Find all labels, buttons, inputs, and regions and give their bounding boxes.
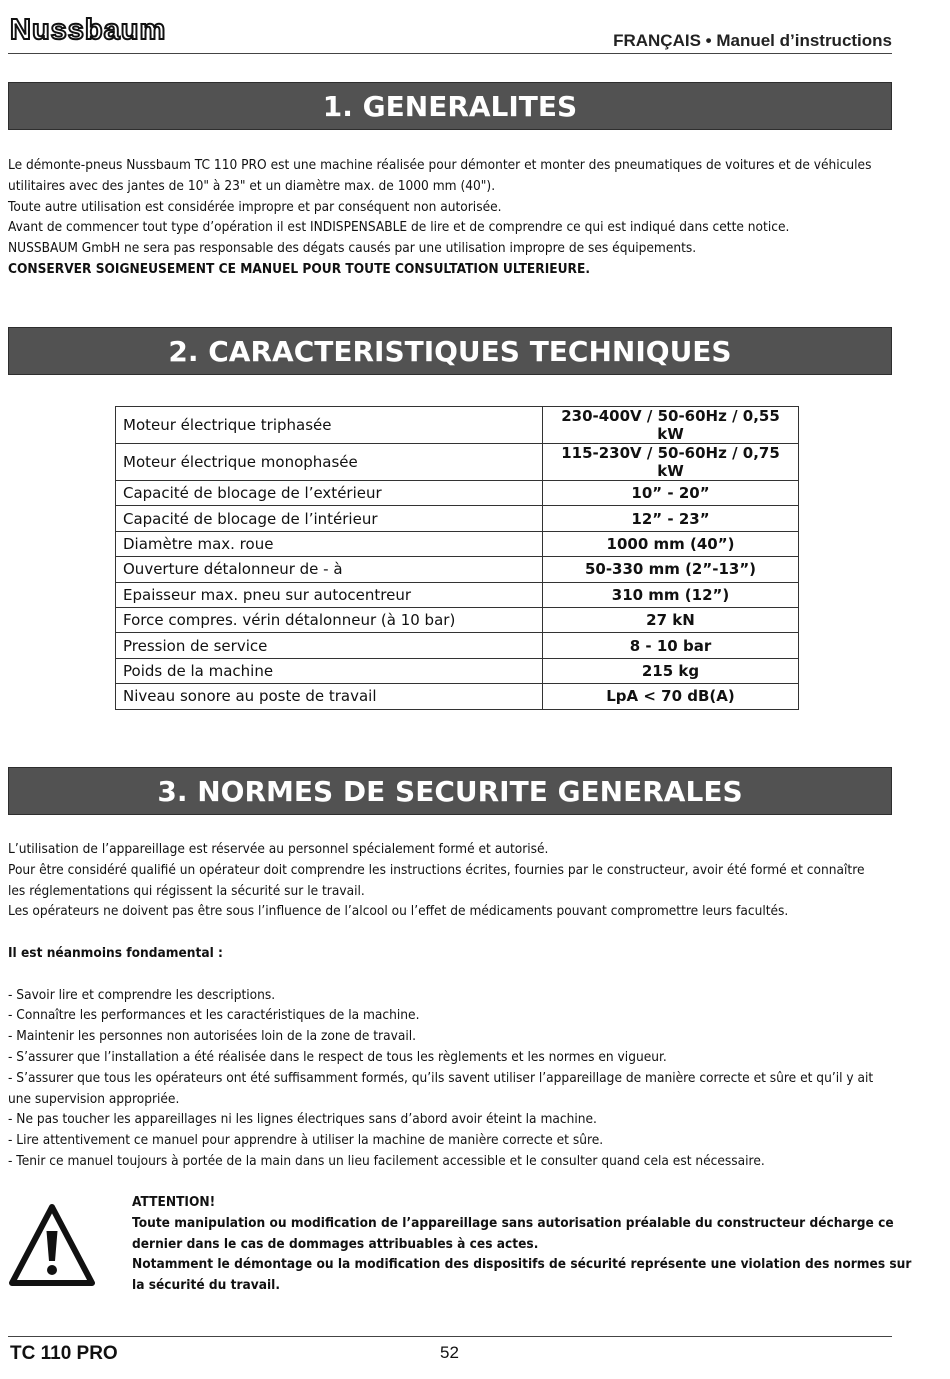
list-item: - Connaître les performances et les caractéristiques de la machine. xyxy=(8,1007,420,1024)
spec-value: LpA < 70 dB(A) xyxy=(543,684,799,709)
spec-value: 10” - 20” xyxy=(543,481,799,506)
header-divider xyxy=(8,53,892,54)
warning-line: la sécurité du travail. xyxy=(132,1277,281,1294)
spec-label: Moteur électrique monophasée xyxy=(116,444,543,481)
paragraph-line: Les opérateurs ne doivent pas être sous l’influence de l’alcool ou l’effet de médicaments pouvant compromettre leurs facultés. xyxy=(8,903,789,920)
spec-value: 215 kg xyxy=(543,658,799,683)
normes-text xyxy=(8,839,874,1172)
table-row xyxy=(116,582,799,607)
spec-label: Force compres. vérin détalonneur (à 10 bar) xyxy=(116,607,543,632)
warning-line: dernier dans le cas de dommages attribuables à ces actes. xyxy=(132,1235,539,1252)
generalites-text xyxy=(8,155,872,280)
spec-label: Ouverture détalonneur de - à xyxy=(116,557,543,582)
paragraph-line: L’utilisation de l’appareillage est réservée au personnel spécialement formé et autorisé. xyxy=(8,841,549,857)
spec-label: Poids de la machine xyxy=(116,658,543,683)
list-item: - Ne pas toucher les appareillages ni les lignes électriques sans d’abord avoir éteint la machine. xyxy=(8,1111,597,1128)
list-item: - Tenir ce manuel toujours à portée de la main dans un lieu facilement accessible et le consulter quand cela est nécessaire. xyxy=(8,1152,765,1169)
section-title-normes: 3. NORMES DE SECURITE GENERALES xyxy=(8,767,892,815)
spec-label: Pression de service xyxy=(116,633,543,658)
table-row xyxy=(116,607,799,632)
footer-model: TC 110 PRO xyxy=(10,1343,118,1364)
spec-value: 1000 mm (40”) xyxy=(543,531,799,556)
nussbaum-logo: Nussbaum xyxy=(10,14,167,46)
paragraph-line: Pour être considéré qualifié un opérateur doit comprendre les instructions écrites, fournies par le constructeur, avoir été formé et connaître xyxy=(8,861,865,878)
spec-value: 230-400V / 50-60Hz / 0,55 kW xyxy=(543,407,799,444)
list-item: - Savoir lire et comprendre les descriptions. xyxy=(8,986,276,1003)
table-row xyxy=(116,658,799,683)
table-row xyxy=(116,407,799,444)
spec-value: 12” - 23” xyxy=(543,506,799,531)
spec-label: Diamètre max. roue xyxy=(116,531,543,556)
page-number: 52 xyxy=(440,1343,459,1362)
warning-line: Notamment le démontage ou la modification des dispositifs de sécurité représente une violation des normes sur xyxy=(132,1256,912,1273)
table-row xyxy=(116,444,799,481)
warning-line: Toute manipulation ou modification de l’appareillage sans autorisation préalable du constructeur décharge ce xyxy=(132,1214,894,1231)
spec-label: Capacité de blocage de l’extérieur xyxy=(116,481,543,506)
spec-label: Epaisseur max. pneu sur autocentreur xyxy=(116,582,543,607)
paragraph-line: les réglementations qui régissent la sécurité sur le travail. xyxy=(8,882,365,899)
spec-value: 310 mm (12”) xyxy=(543,582,799,607)
header-language-title: FRANÇAIS • Manuel d’instructions xyxy=(613,31,892,50)
footer-divider xyxy=(8,1336,892,1337)
warning-triangle-icon xyxy=(8,1203,96,1289)
table-row xyxy=(116,557,799,582)
table-row xyxy=(116,506,799,531)
list-item: - Maintenir les personnes non autorisées loin de la zone de travail. xyxy=(8,1028,417,1045)
warning-title: ATTENTION! xyxy=(132,1194,216,1210)
spec-value: 50-330 mm (2”-13”) xyxy=(543,557,799,582)
spec-label: Niveau sonore au poste de travail xyxy=(116,684,543,709)
spec-label: Moteur électrique triphasée xyxy=(116,407,543,444)
spec-value: 8 - 10 bar xyxy=(543,633,799,658)
warning-text xyxy=(132,1192,912,1296)
paragraph-line-emphasis: CONSERVER SOIGNEUSEMENT CE MANUEL POUR TOUTE CONSULTATION ULTERIEURE. xyxy=(8,260,590,277)
table-row xyxy=(116,481,799,506)
spec-value: 27 kN xyxy=(543,607,799,632)
table-row xyxy=(116,633,799,658)
table-row xyxy=(116,684,799,709)
spec-value: 115-230V / 50-60Hz / 0,75 kW xyxy=(543,444,799,481)
technical-specs-table xyxy=(115,406,799,710)
list-item: - S’assurer que l’installation a été réalisée dans le respect de tous les règlements et les normes en vigueur. xyxy=(8,1048,667,1065)
section-title-generalites: 1. GENERALITES xyxy=(8,82,892,130)
paragraph-line: Toute autre utilisation est considérée impropre et par conséquent non autorisée. xyxy=(8,198,502,215)
section-title-caracteristiques: 2. CARACTERISTIQUES TECHNIQUES xyxy=(8,327,892,375)
paragraph-line: utilitaires avec des jantes de 10" à 23" et un diamètre max. de 1000 mm (40"). xyxy=(8,177,496,194)
spec-label: Capacité de blocage de l’intérieur xyxy=(116,506,543,531)
list-item: une supervision appropriée. xyxy=(8,1090,180,1107)
table-row xyxy=(116,531,799,556)
list-item: - S’assurer que tous les opérateurs ont été suffisamment formés, qu’ils savent utiliser l’appareillage de manière correcte et sûre et qu’il y ait xyxy=(8,1069,874,1086)
paragraph-line: NUSSBAUM GmbH ne sera pas responsable des dégats causés par une utilisation impropre de ses équipements. xyxy=(8,240,697,257)
list-item: - Lire attentivement ce manuel pour apprendre à utiliser la machine de manière correcte et sûre. xyxy=(8,1132,604,1149)
paragraph-line: Avant de commencer tout type d’opération il est INDISPENSABLE de lire et de comprendre ce qui est indiqué dans cette notice. xyxy=(8,219,790,236)
fundamental-heading: Il est néanmoins fondamental : xyxy=(8,944,223,961)
paragraph-line: Le démonte-pneus Nussbaum TC 110 PRO est une machine réalisée pour démonter et monter des pneumatiques de voitures et de véhicules xyxy=(8,157,872,173)
